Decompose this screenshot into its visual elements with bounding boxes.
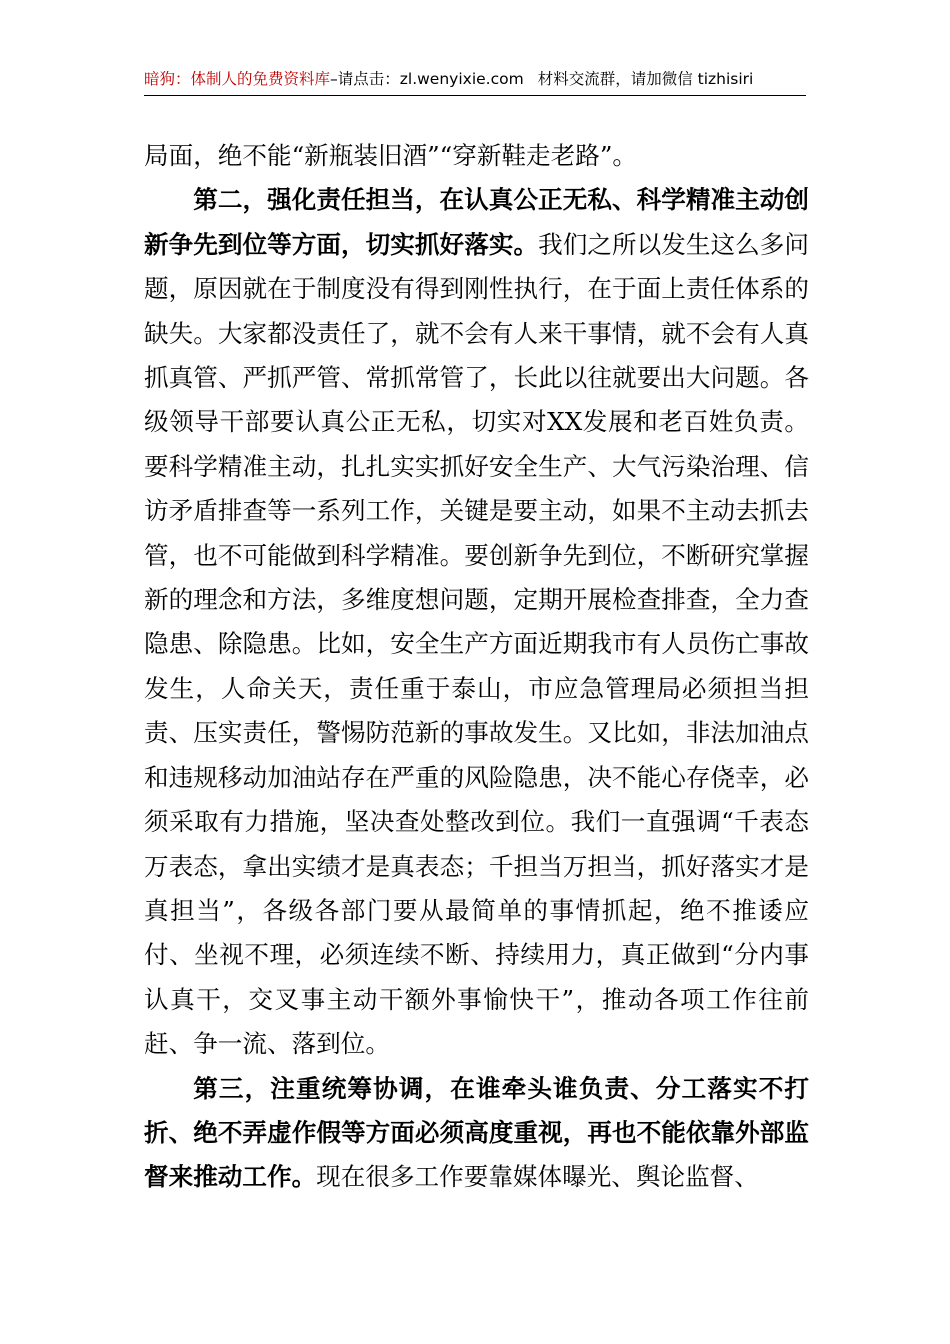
paragraph-3-text: 现在很多工作要靠媒体曝光、舆论监督、 [316,1162,759,1192]
header-divider [144,95,806,96]
paragraph-2-text: 我们之所以发生这么多问题，原因就在于制度没有得到刚性执行，在于面上责任体系的缺失。大家都没责任了，就不会有人来干事情，就不会有人真抓真管、严抓严管、常抓常管了，长此以往就要出大问题。各级领导干部要认真公正无私，切实对XX发展和老百姓负责。要科学精准主动，扎扎实实抓好安全生产、大气污染治理、信访矛盾排查等一系列工作，关键是要主动，如果不主动去抓去管，也不可能做到科学精准。要创新争先到位，不断研究掌握新的理念和方法，多维度想问题，定期开展检查排查，全力查隐患、除隐患。比如，安全生产方面近期我市有人员伤亡事故发生，人命关天，责任重于泰山，市应急管理局必须担当担责、压实责任，警惕防范新的事故发生。又比如，非法加油点和违规移动加油站存在严重的风险隐患，决不能心存侥幸，必须采取有力措施，坚决查处整改到位。我们一直强调“千表态万表态，拿出实绩才是真表态；千担当万担当，抓好落实才是真担当”，各级各部门要从最简单的事情抓起，绝不推诿应付、坐视不理，必须连续不断、持续用力，真正做到“分内事认真干，交叉事主动干额外事愉快干”，推动各项工作往前赶、争一流、落到位。 [144,229,809,1059]
document-body [144,134,809,1200]
page-header [144,66,806,92]
paragraph-2-heading: 第二，强化责任担当，在认真公正无私、科学精准主动创新争先到位等方面，切实抓好落实。 [144,185,809,259]
header-wechat-note: 材料交流群，请加微信 tizhisiri [537,70,754,88]
header-link[interactable]: –请点击：zl.wenyixie.com [330,70,524,88]
paragraph-1-text: 局面，绝不能“新瓶装旧酒”“穿新鞋走老路”。 [144,141,637,170]
paragraph-1 [144,134,809,178]
paragraph-3-heading: 第三，注重统筹协调，在谁牵头谁负责、分工落实不打折、绝不弄虚作假等方面必须高度重视，再也不能依靠外部监督来推动工作。 [144,1073,809,1192]
paragraph-3 [144,1067,809,1200]
paragraph-2 [144,178,809,1066]
header-brand: 暗狗：体制人的免费资料库 [144,70,331,88]
